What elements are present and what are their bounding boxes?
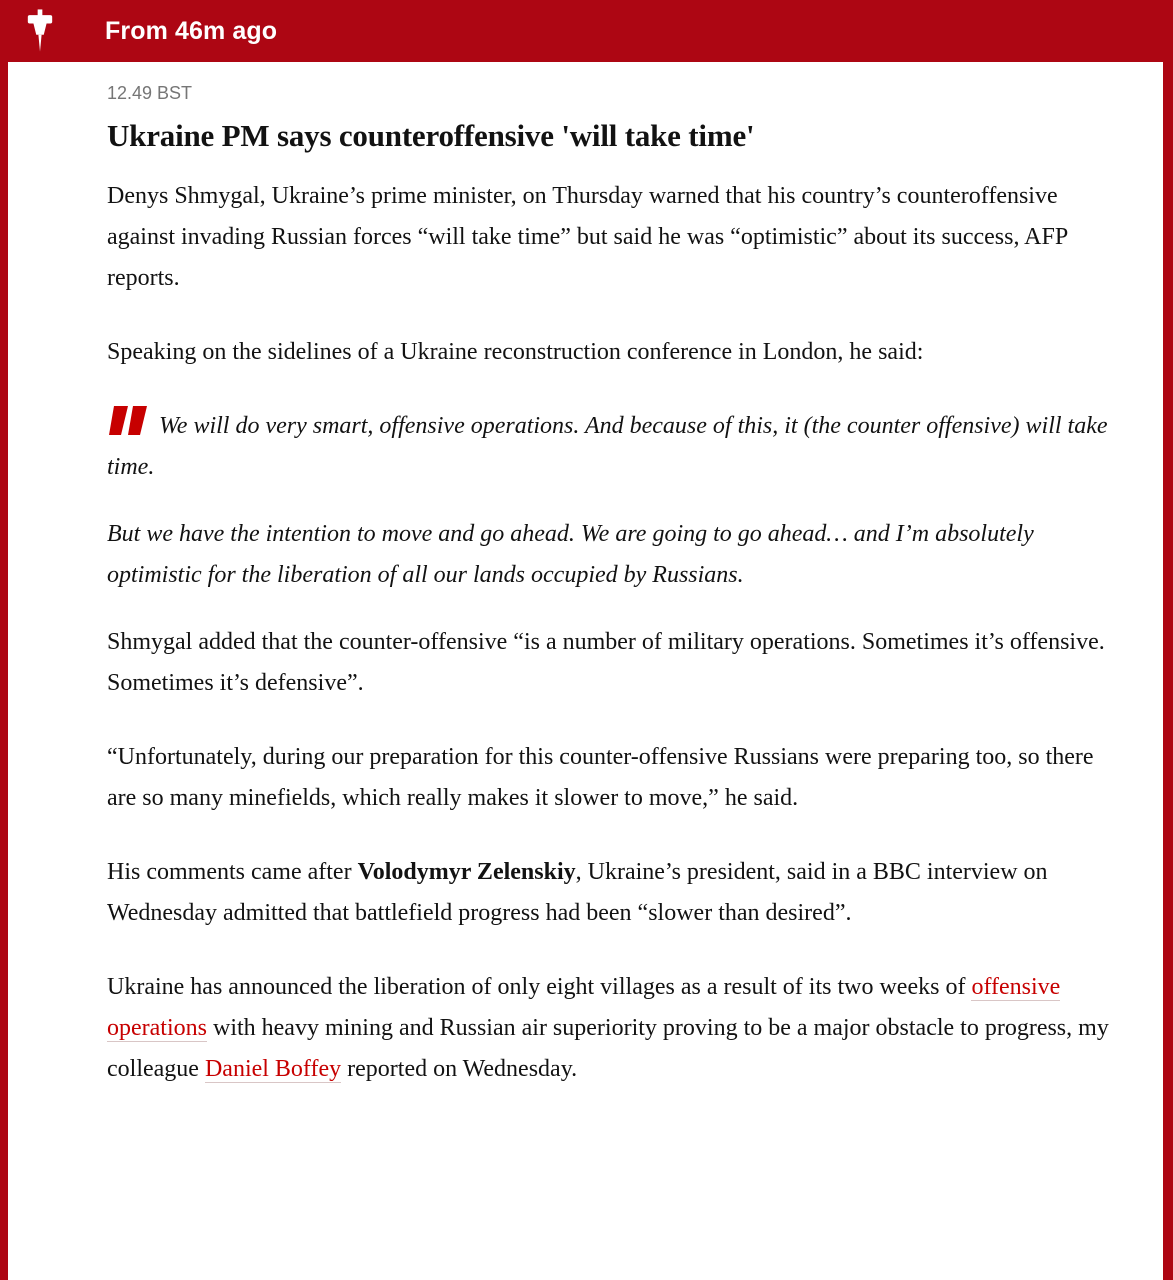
post-content — [8, 62, 1163, 1090]
pinned-bar[interactable] — [8, 0, 1163, 62]
quote-paragraph — [107, 514, 1109, 596]
text-segment: We will do very smart, offensive operations. And because of this, it (the counter offensive) will take time. — [107, 413, 1108, 480]
body-paragraph — [107, 852, 1109, 934]
text-segment: Shmygal added that the counter-offensive “is a number of military operations. Sometimes it’s offensive. Sometimes it’s defensive”. — [107, 629, 1105, 696]
body-paragraph — [107, 176, 1109, 299]
double-quote-icon — [107, 406, 148, 436]
post-timestamp: 12.49 BST — [107, 83, 193, 103]
text-segment: Denys Shmygal, Ukraine’s prime minister, on Thursday warned that his country’s counteroffensive against invading Russian forces “will take time” but said he was “optimistic” about its success, AFP reports. — [107, 183, 1068, 291]
inline-link[interactable]: Daniel Boffey — [204, 1056, 342, 1082]
pinned-bar-label[interactable]: From 46m ago — [105, 16, 278, 45]
text-segment: His comments came after — [107, 859, 358, 885]
post-body — [107, 176, 1109, 1090]
body-paragraph — [107, 737, 1109, 819]
bold-text: Volodymyr Zelenskiy — [357, 859, 576, 885]
text-segment: , Ukraine’s president, said in a BBC interview on Wednesday admitted that battlefield progress had been “slower than desired”. — [107, 859, 1048, 926]
text-segment: “Unfortunately, during our preparation for this counter-offensive Russians were preparing too, so there are so many minefields, which really makes it slower to move,” he said. — [107, 744, 1094, 811]
post-headline: Ukraine PM says counteroffensive 'will take time' — [107, 118, 755, 153]
inline-link[interactable]: offensive operations — [107, 974, 1061, 1041]
body-paragraph — [107, 622, 1109, 704]
quote-paragraph — [107, 406, 1109, 488]
text-segment: Speaking on the sidelines of a Ukraine reconstruction conference in London, he said: — [107, 339, 924, 365]
body-paragraph — [107, 332, 1109, 373]
text-segment: with heavy mining and Russian air superiority proving to be a major obstacle to progress, my colleague — [107, 1015, 1109, 1082]
text-segment: reported on Wednesday. — [341, 1056, 578, 1082]
text-segment: Ukraine has announced the liberation of only eight villages as a result of its two weeks of — [107, 974, 972, 1000]
body-paragraph — [107, 967, 1109, 1090]
text-segment: But we have the intention to move and go ahead. We are going to go ahead… and I’m absolutely optimistic for the liberation of all our lands occupied by Russians. — [107, 521, 1034, 588]
pushpin-icon — [25, 9, 55, 53]
